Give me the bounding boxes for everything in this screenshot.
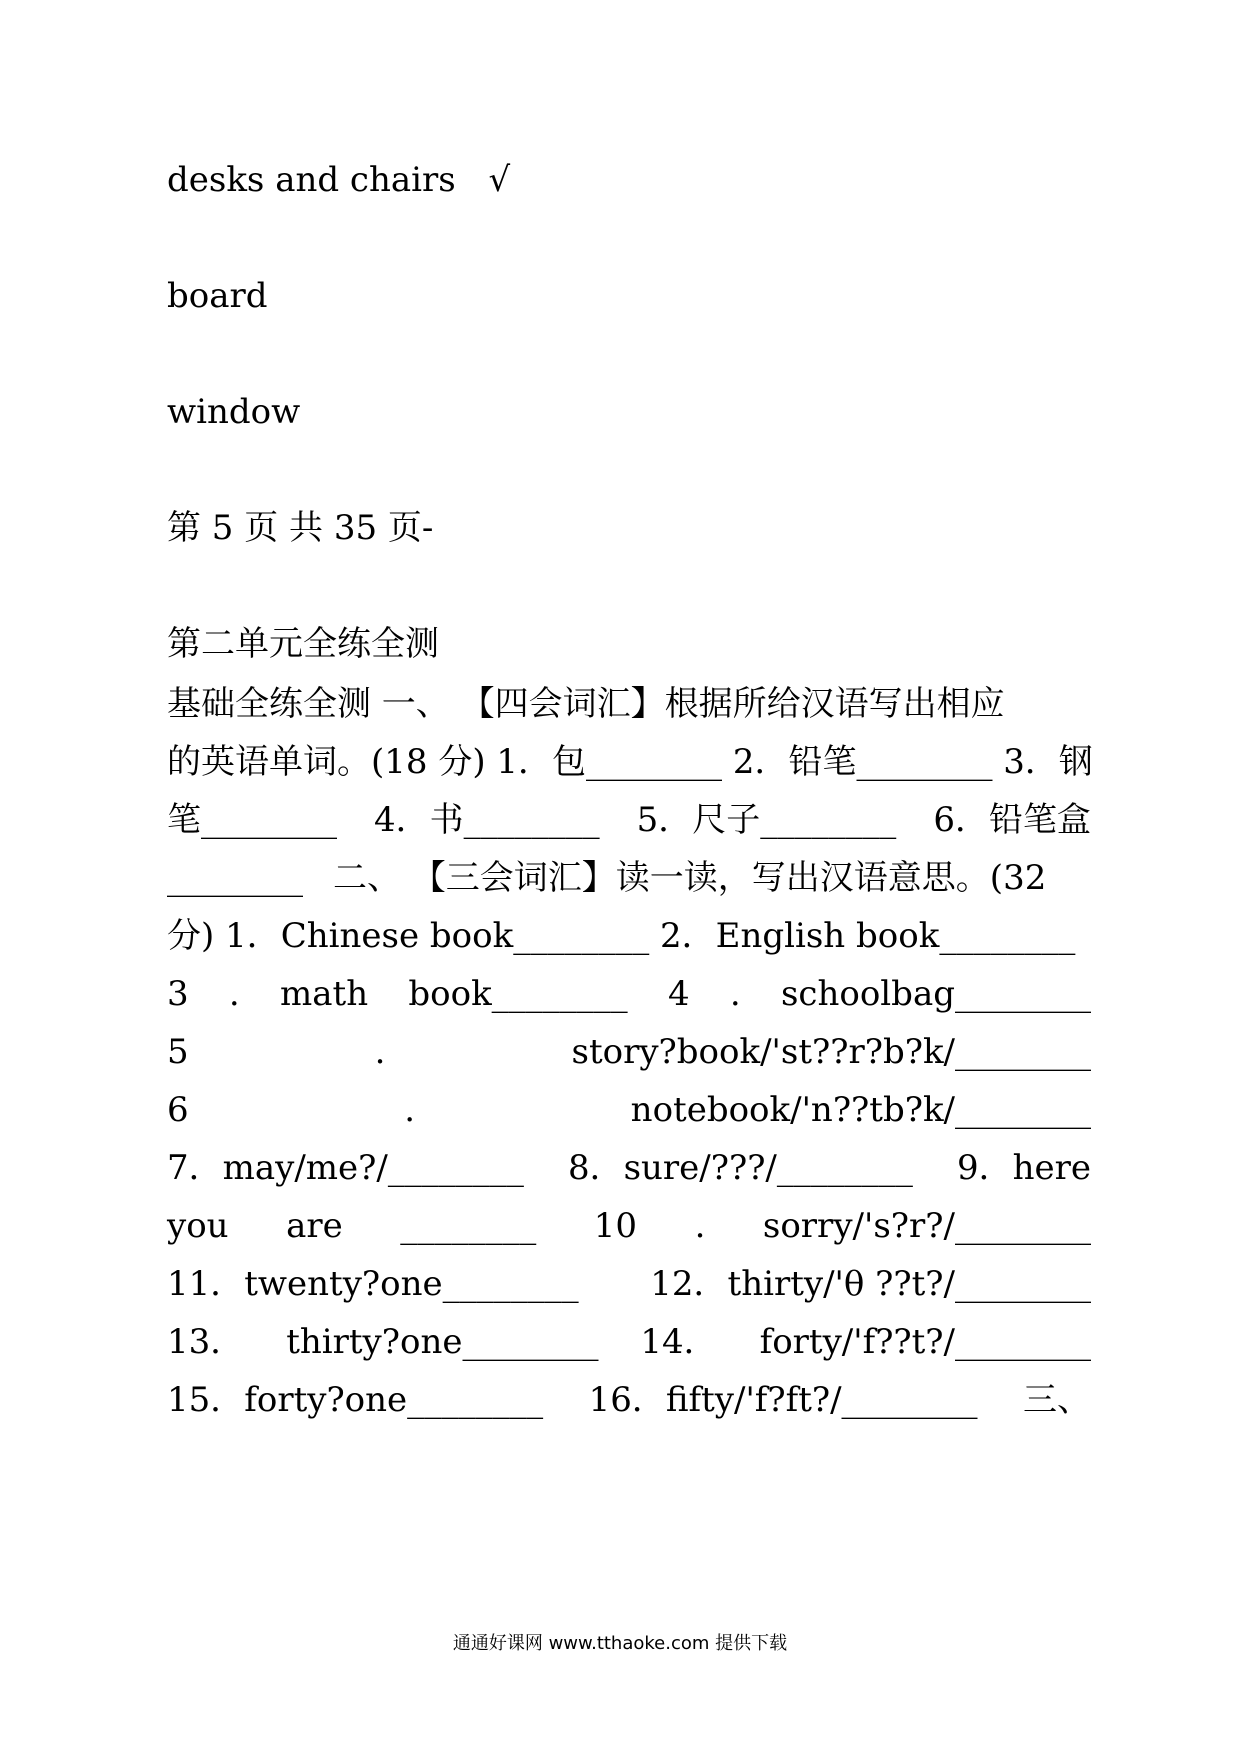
text-line: 的英语单词。(18 分) 1．包________ 2．铅笔________ 3．钢 xyxy=(167,742,1093,782)
text-segment: 8．sure/???/________ xyxy=(567,1148,913,1188)
text-segment: ________ xyxy=(400,1206,537,1246)
page-number-indicator: 第 5 页 共 35 页- xyxy=(167,508,434,548)
text-segment: 6 xyxy=(167,1090,189,1130)
text-segment: 5 xyxy=(167,1032,189,1072)
section-one-items-line xyxy=(167,798,1091,842)
section-two-items-line xyxy=(167,1204,1091,1248)
text-segment: you xyxy=(167,1206,229,1246)
text-segment: 3 xyxy=(167,974,189,1014)
section-two-items-line xyxy=(167,1378,1091,1422)
section-two-items-line xyxy=(167,914,1091,958)
text-segment: . xyxy=(694,1206,706,1246)
text-segment: . xyxy=(228,974,240,1014)
text-segment: 12．thirty/'θ ??t?/________ xyxy=(650,1264,1091,1304)
text-segment: ________ xyxy=(167,858,303,898)
text-segment: 16．fifty/'f?ft?/________ xyxy=(588,1380,978,1420)
text-segment: notebook/'n??tb?k/________ xyxy=(630,1090,1091,1130)
text-segment: 10 xyxy=(593,1206,638,1246)
vocab-item-desks-and-chairs xyxy=(167,158,510,202)
text-segment: 13． xyxy=(167,1322,245,1362)
text-segment: 笔________ xyxy=(167,800,337,840)
text-segment: thirty?one________ xyxy=(286,1322,599,1362)
text-segment: story?book/'st??r?b?k/________ xyxy=(571,1032,1091,1072)
text-segment: are xyxy=(286,1206,343,1246)
text-line: 基础全练全测 一、 【四会词汇】根据所给汉语写出相应 xyxy=(167,684,1005,724)
section-two-items-line xyxy=(167,1030,1091,1074)
unit-title: 第二单元全练全测 xyxy=(167,624,439,664)
text-segment: 4 xyxy=(667,974,690,1014)
vocab-item-board: board xyxy=(167,276,268,316)
vocab-word: desks and chairs xyxy=(167,160,456,200)
text-segment: 6．铅笔盒 xyxy=(933,800,1091,840)
text-segment: sorry/'s?r?/________ xyxy=(762,1206,1091,1246)
text-segment: . xyxy=(404,1090,416,1130)
section-two-items-line xyxy=(167,1320,1091,1364)
text-segment: 5．尺子________ xyxy=(636,800,897,840)
section-two-items-line xyxy=(167,972,1091,1016)
text-segment: schoolbag________ xyxy=(780,974,1091,1014)
section-two-items-line xyxy=(167,1262,1091,1306)
footer-watermark: 通通好课网 www.tthaoke.com 提供下载 xyxy=(452,1633,788,1654)
text-segment: 15．forty?one________ xyxy=(167,1380,544,1420)
text-segment: . xyxy=(729,974,741,1014)
text-segment: forty/'f??t?/________ xyxy=(759,1322,1091,1362)
text-segment: book________ xyxy=(408,974,628,1014)
text-segment: 三、 xyxy=(1023,1380,1091,1420)
text-line: 分) 1．Chinese book________ 2．English book________ xyxy=(167,916,1076,956)
text-segment: 4．书________ xyxy=(374,800,600,840)
section-two-items-line xyxy=(167,1088,1091,1132)
vocab-item-window: window xyxy=(167,392,301,432)
section-two-items-line xyxy=(167,1146,1091,1190)
section-one-intro xyxy=(167,682,1091,726)
text-segment: 11．twenty?one________ xyxy=(167,1264,579,1304)
text-segment: 二、 【三会词汇】读一读，写出汉语意思。(32 xyxy=(333,858,1047,898)
text-segment: math xyxy=(280,974,369,1014)
text-segment: . xyxy=(374,1032,386,1072)
section-one-items-line xyxy=(167,740,1091,784)
text-segment: 14． xyxy=(640,1322,718,1362)
text-segment: 9．here xyxy=(956,1148,1091,1188)
text-segment: 7．may/me?/________ xyxy=(167,1148,524,1188)
checkmark: √ xyxy=(488,160,511,200)
section-two-intro xyxy=(167,856,1046,900)
